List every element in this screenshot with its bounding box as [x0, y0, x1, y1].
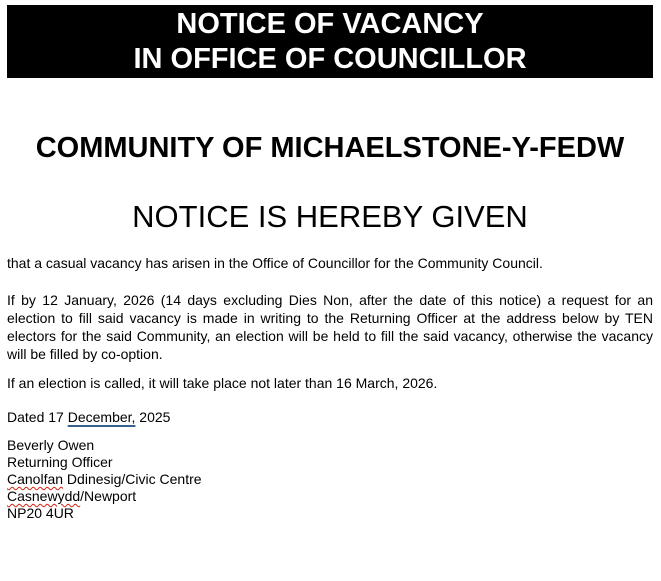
december-grammar-flagged-word: December,: [67, 409, 136, 425]
notice-given-heading: NOTICE IS HEREBY GIVEN: [132, 199, 528, 234]
dated-prefix: Dated 17: [7, 409, 68, 425]
paragraph-casual-vacancy: that a casual vacancy has arisen in the Office of Councillor for the Community Council.: [7, 255, 543, 271]
notice-banner: [7, 5, 653, 78]
banner-line-1: NOTICE OF VACANCY: [176, 8, 484, 40]
paragraph-election-date: If an election is called, it will take place not later than 16 March, 2026.: [7, 375, 438, 391]
address-line-2: [7, 488, 653, 505]
address-line-2-rest: /Newport: [80, 488, 137, 504]
signature-title: Returning Officer: [7, 454, 113, 470]
signature-name: Beverly Owen: [7, 437, 95, 453]
signature-block: [7, 437, 653, 522]
postcode: NP20 4UR: [7, 505, 74, 521]
address-line-1: [7, 471, 653, 488]
canolfan-spellcheck-flagged-word: Canolfan: [7, 471, 64, 487]
banner-line-2: IN OFFICE OF COUNCILLOR: [133, 43, 527, 75]
paragraph-election-request: If by 12 January, 2026 (14 days excluding Dies Non, after the date of this notice) a request for an election to fill said vacancy is made in writing to the Returning Officer at the address below by TEN electors for the said Community, an election will be held to fill the said vacancy, otherwise the vacancy will be filled by co-option.: [7, 292, 653, 362]
casnewydd-spellcheck-flagged-word: Casnewydd: [7, 488, 81, 504]
address-line-1-rest: Ddinesig/Civic Centre: [63, 471, 202, 487]
community-heading: COMMUNITY OF MICHAELSTONE-Y-FEDW: [35, 132, 625, 164]
dated-line: [7, 408, 653, 426]
dated-suffix: 2025: [135, 409, 171, 425]
